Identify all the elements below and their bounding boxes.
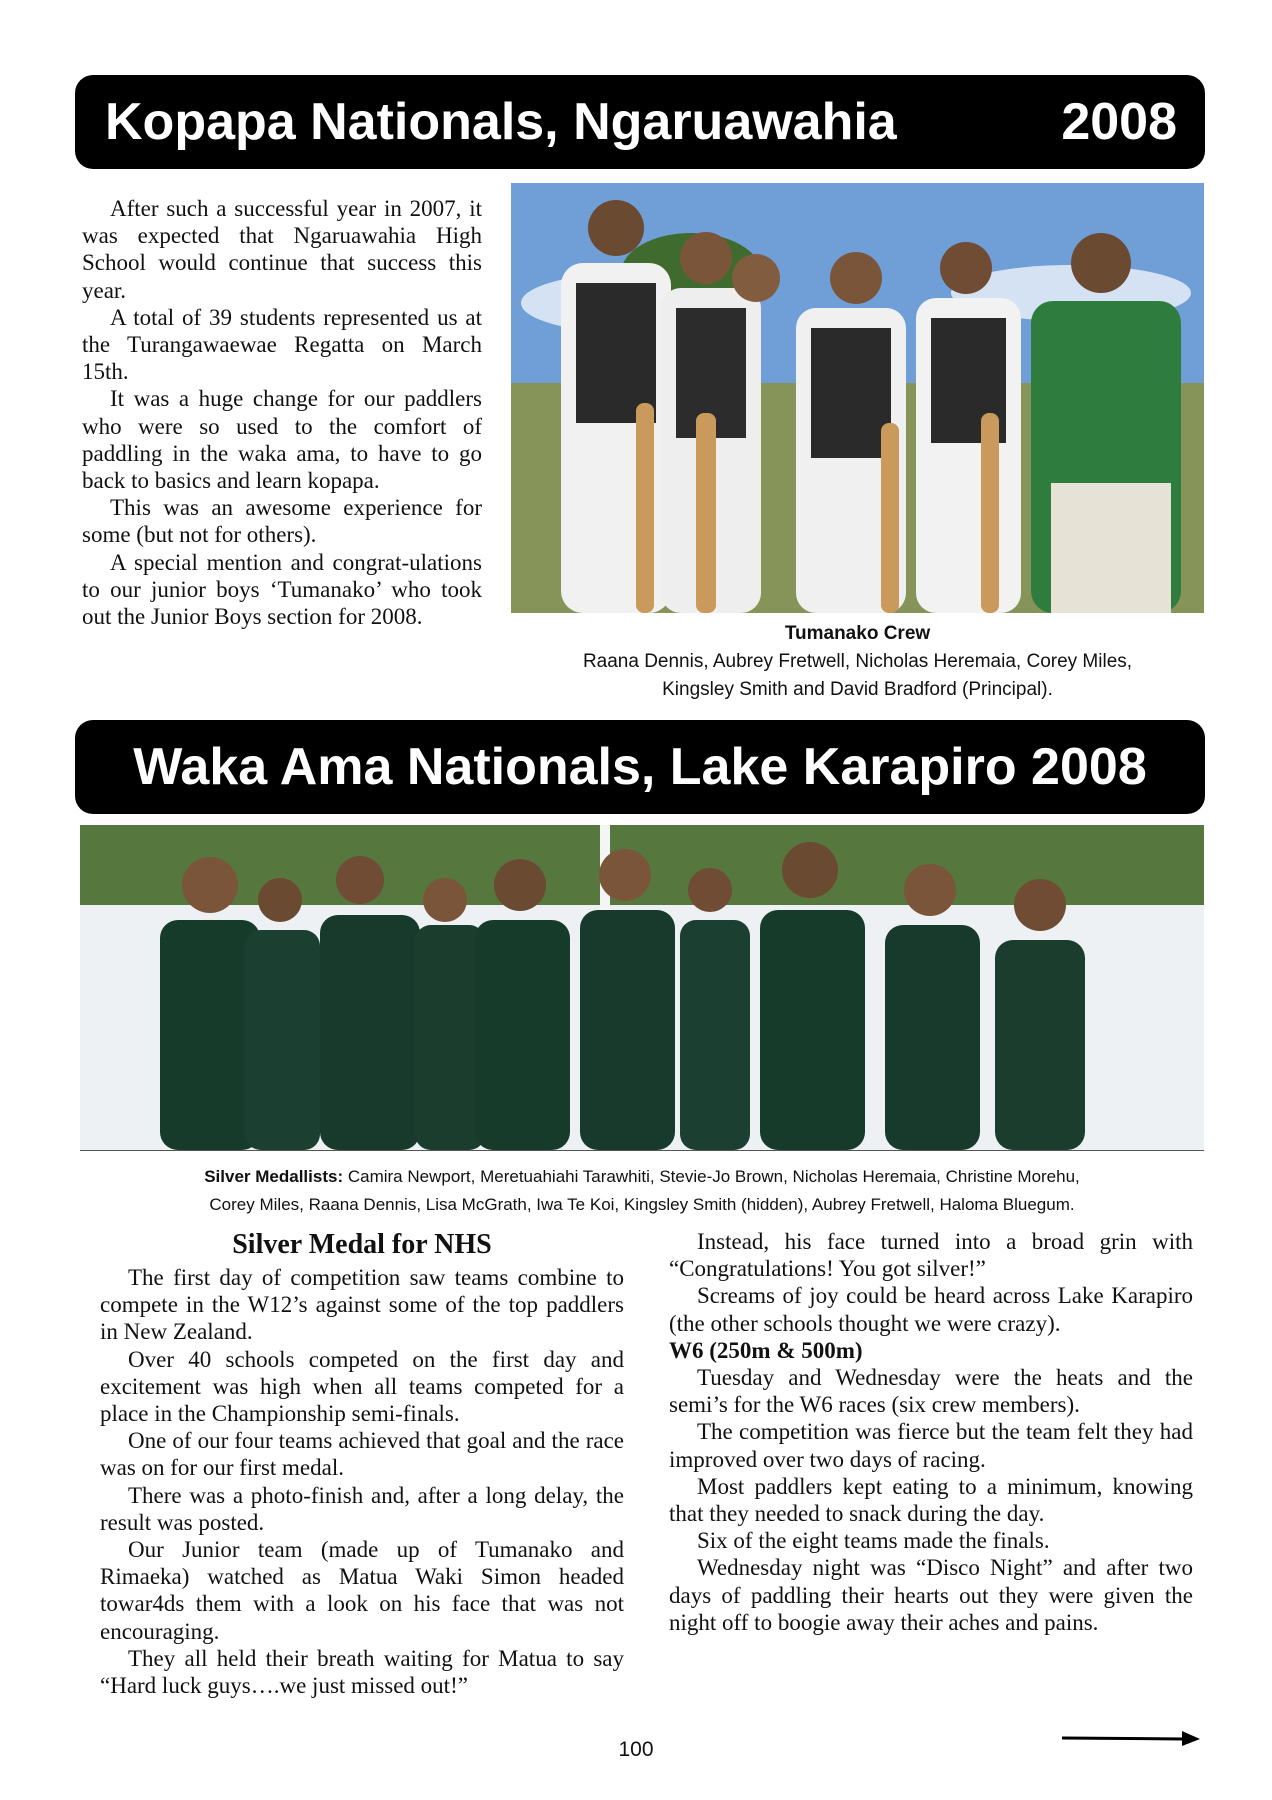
silver-medallists-caption [80,1163,1204,1219]
arrow-right-icon [1062,1728,1202,1748]
paragraph: The competition was fierce but the team felt they had improved over two days of racing. [669,1419,1193,1472]
paragraph: They all held their breath waiting for Matua to say “Hard luck guys….we just missed out!” [100,1645,624,1699]
paragraph: The first day of competition saw teams combine to compete in the W12’s against some of the top paddlers in New Zealand. [100,1265,624,1345]
paragraph: There was a photo-finish and, after a long delay, the result was posted. [100,1482,624,1535]
article-right-column [669,1228,1193,1636]
banner-year: 2008 [1061,93,1177,151]
paragraph: After such a successful year in 2007, it was expected that Ngaruawahia High School would continue that success this year. [82,196,482,303]
paragraph: It was a huge change for our paddlers who were so used to the comfort of paddling in the waka ama, to have to go back to basics and learn kopapa. [82,386,482,494]
page-number: 100 [618,1738,654,1761]
tumanako-photo-caption [511,620,1204,704]
photo-illustration [511,183,1204,613]
section-banner-waka-ama [75,720,1205,814]
silver-medallists-photo [80,825,1204,1151]
paragraph: Over 40 schools competed on the first day and excitement was high when all teams competed for a place in the Championship semi-finals. [100,1346,624,1427]
article-left-column [100,1228,624,1699]
photo-illustration [80,825,1204,1150]
caption-line: Corey Miles, Raana Dennis, Lisa McGrath, Iwa Te Koi, Kingsley Smith (hidden), Aubrey Fretwell, Haloma Bluegum. [209,1195,1075,1214]
w6-heading: W6 (250m & 500m) [669,1337,863,1363]
caption-line [80,1163,1204,1191]
paragraph: A special mention and congrat-ulations to our junior boys ‘Tumanako’ who took out the Junior Boys section for 2008. [82,549,482,630]
paragraph: Screams of joy could be heard across Lake Karapiro (the other schools thought we were crazy). [669,1283,1193,1336]
paragraph: Instead, his face turned into a broad grin with “Congratulations! You got silver!” [669,1229,1193,1282]
article-heading: Silver Medal for NHS [232,1229,492,1260]
paragraph: Tuesday and Wednesday were the heats and the semi’s for the W6 races (six crew members). [669,1365,1193,1418]
banner-title: Kopapa Nationals, Ngaruawahia [105,93,897,151]
paragraph: A total of 39 students represented us at the Turangawaewae Regatta on March 15th. [82,304,482,385]
caption-line: Kingsley Smith and David Bradford (Principal). [662,679,1053,700]
paragraph: Six of the eight teams made the finals. [697,1528,1050,1554]
paragraph: Wednesday night was “Disco Night” and after two days of paddling their hearts out they were given the night off to boogie away their aches and pains. [669,1555,1193,1635]
section-banner-kopapa [75,75,1205,169]
caption-title: Tumanako Crew [784,623,931,644]
banner-title: Waka Ama Nationals, Lake Karapiro 2008 [133,738,1147,796]
caption-line: Raana Dennis, Aubrey Fretwell, Nicholas Heremaia, Corey Miles, [582,651,1133,672]
paragraph: This was an awesome experience for some (but not for others). [82,495,482,548]
paragraph: Our Junior team (made up of Tumanako and Rimaeka) watched as Matua Waki Simon headed towar4ds them with a look on his face that was not encouraging. [100,1537,624,1644]
paragraph: Most paddlers kept eating to a minimum, knowing that they needed to snack during the day. [669,1473,1193,1527]
intro-text-column [82,195,482,630]
caption-label: Silver Medallists: [204,1167,344,1186]
caption-names: Camira Newport, Meretuahiahi Tarawhiti, Stevie-Jo Brown, Nicholas Heremaia, Christine Morehu, [347,1167,1080,1186]
tumanako-crew-photo [511,183,1204,613]
paragraph: One of our four teams achieved that goal and the race was on for our first medal. [100,1428,624,1481]
